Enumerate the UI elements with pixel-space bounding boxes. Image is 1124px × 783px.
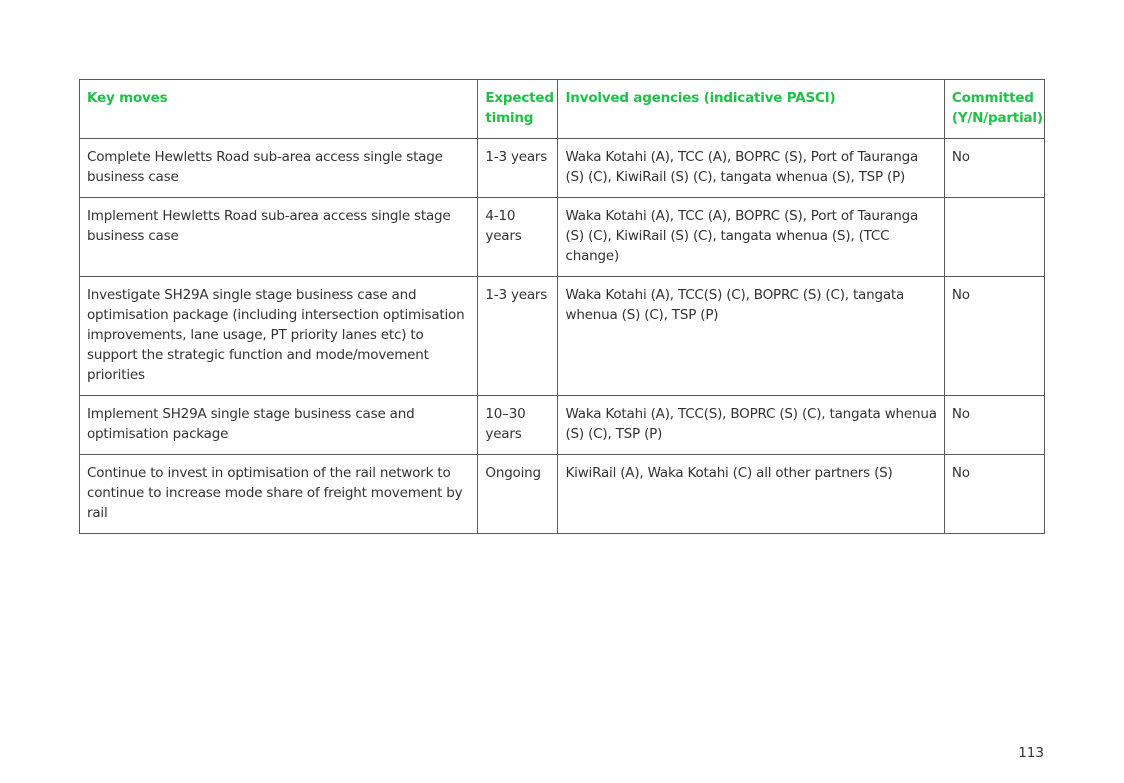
table-row <box>80 455 1045 534</box>
table-header-row <box>80 80 1045 139</box>
cell-key-move: Investigate SH29A single stage business case and optimisation package (including intersection optimisation improvements, lane usage, PT priority lanes etc) to support the strategic function and mode/movement priorities <box>80 277 478 396</box>
page-number: 113 <box>1018 745 1044 761</box>
table-row <box>80 198 1045 277</box>
cell-key-move: Continue to invest in optimisation of the rail network to continue to increase mode share of freight movement by rail <box>80 455 478 534</box>
cell-agencies: Waka Kotahi (A), TCC(S), BOPRC (S) (C), tangata whenua (S) (C), TSP (P) <box>558 396 944 455</box>
cell-key-move: Complete Hewletts Road sub-area access single stage business case <box>80 139 478 198</box>
cell-timing: 1-3 years <box>478 277 558 396</box>
table-row <box>80 277 1045 396</box>
cell-agencies: Waka Kotahi (A), TCC (A), BOPRC (S), Port of Tauranga (S) (C), KiwiRail (S) (C), tangata whenua (S), (TCC change) <box>558 198 944 277</box>
header-expected-timing: Expected timing <box>478 80 558 139</box>
cell-timing: 4-10 years <box>478 198 558 277</box>
cell-agencies: Waka Kotahi (A), TCC (A), BOPRC (S), Port of Tauranga (S) (C), KiwiRail (S) (C), tangata whenua (S), TSP (P) <box>558 139 944 198</box>
cell-timing: Ongoing <box>478 455 558 534</box>
cell-committed <box>944 198 1044 277</box>
header-key-moves: Key moves <box>80 80 478 139</box>
table-row <box>80 139 1045 198</box>
table-row <box>80 396 1045 455</box>
cell-committed: No <box>944 455 1044 534</box>
key-moves-table <box>79 79 1045 534</box>
cell-agencies: KiwiRail (A), Waka Kotahi (C) all other partners (S) <box>558 455 944 534</box>
cell-committed: No <box>944 396 1044 455</box>
header-committed: Committed (Y/N/partial) <box>944 80 1044 139</box>
cell-committed: No <box>944 139 1044 198</box>
header-involved-agencies: Involved agencies (indicative PASCI) <box>558 80 944 139</box>
cell-timing: 1-3 years <box>478 139 558 198</box>
cell-key-move: Implement Hewletts Road sub-area access single stage business case <box>80 198 478 277</box>
cell-committed: No <box>944 277 1044 396</box>
cell-agencies: Waka Kotahi (A), TCC(S) (C), BOPRC (S) (C), tangata whenua (S) (C), TSP (P) <box>558 277 944 396</box>
cell-key-move: Implement SH29A single stage business case and optimisation package <box>80 396 478 455</box>
cell-timing: 10–30 years <box>478 396 558 455</box>
